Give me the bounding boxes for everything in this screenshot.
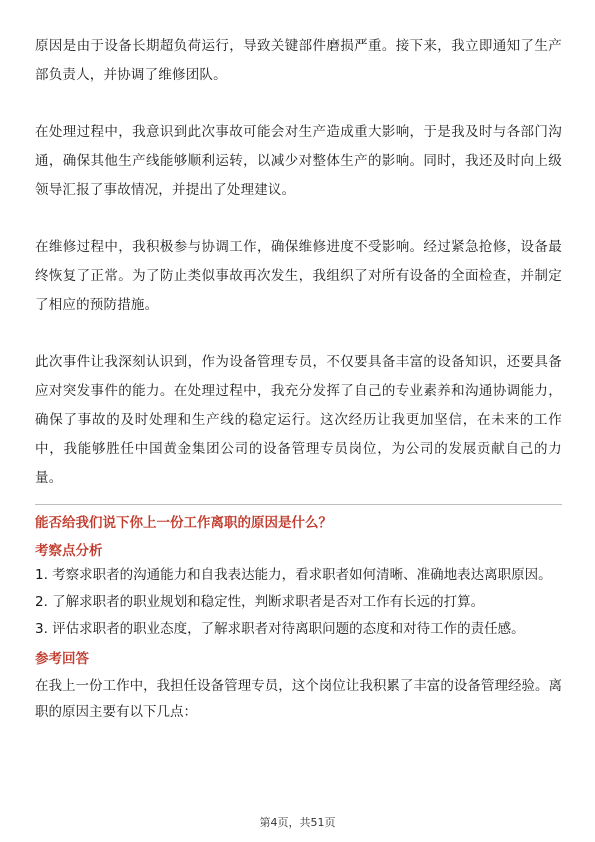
paragraph: 此次事件让我深刻认识到，作为设备管理专员，不仅要具备丰富的设备知识，还要具备应对突发事件的能力。在处理过程中，我充分发挥了自己的专业素养和沟通协调能力，确保了事故的及时处理和生产线的稳定运行。这次经历让我更加坚信，在未来的工作中，我能够胜任中国黄金集团公司的设备管理专员岗位，为公司的发展贡献自己的力量。 (35, 354, 562, 486)
list-item: 1. 考察求职者的沟通能力和自我表达能力，看求职者如何清晰、准确地表达离职原因。 (35, 567, 552, 583)
answer-heading: 参考回答 (35, 651, 89, 667)
analysis-list (35, 564, 562, 641)
interview-question-section (35, 513, 562, 725)
body-text (35, 32, 562, 493)
section-divider (35, 504, 562, 505)
paragraph: 在处理过程中，我意识到此次事故可能会对生产造成重大影响，于是我及时与各部门沟通，确保其他生产线能够顺利运转，以减少对整体生产的影响。同时，我还及时向上级领导汇报了事故情况，并提出了处理建议。 (35, 124, 562, 198)
list-item: 2. 了解求职者的职业规划和稳定性，判断求职者是否对工作有长远的打算。 (35, 594, 485, 610)
paragraph: 原因是由于设备长期超负荷运行，导致关键部件磨损严重。接下来，我立即通知了生产部负责人，并协调了维修团队。 (35, 38, 562, 83)
analysis-heading: 考察点分析 (35, 543, 103, 559)
answer-text: 在我上一份工作中，我担任设备管理专员，这个岗位让我积累了丰富的设备管理经验。离职的原因主要有以下几点： (35, 678, 562, 720)
list-item: 3. 评估求职者的职业态度，了解求职者对待离职问题的态度和对待工作的责任感。 (35, 621, 525, 637)
question-title: 能否给我们说下你上一份工作离职的原因是什么？ (35, 515, 332, 531)
paragraph: 在维修过程中，我积极参与协调工作，确保维修进度不受影响。经过紧急抢修，设备最终恢复了正常。为了防止类似事故再次发生，我组织了对所有设备的全面检查，并制定了相应的预防措施。 (35, 239, 562, 313)
page-footer: 第4页，共51页 (259, 816, 336, 829)
